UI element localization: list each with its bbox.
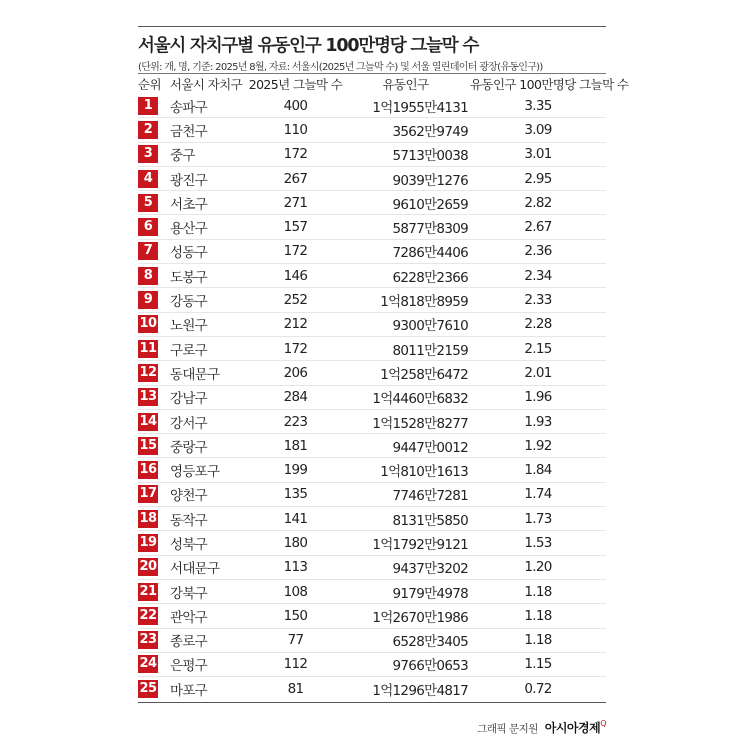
district-cell: 종로구 [164,628,248,652]
rank-badge: 23 [139,632,157,648]
rank-cell [138,385,164,409]
rank-cell [138,191,164,215]
district-cell: 동대문구 [164,361,248,385]
ratio-cell: 2.82 [470,191,606,215]
population-cell: 5877만8309 [343,215,470,239]
table-row [138,652,606,676]
district-cell: 강동구 [164,288,248,312]
rank-badge: 5 [138,194,158,212]
rank-badge: 11 [139,340,157,356]
graphic-credit: 그래픽 문지원 [477,723,538,735]
district-cell: 서초구 [164,191,248,215]
table-row [138,118,606,142]
bottom-rule [138,702,606,703]
header-population: 유동인구 [382,77,429,92]
rank-badge: 22 [139,607,157,623]
table-row [138,507,606,531]
header-ratio: 유동인구 100만명당 그늘막 수 [470,77,629,92]
brand-mark: Q [600,719,606,728]
table-row [138,191,606,215]
district-cell: 노원구 [164,312,248,336]
population-cell: 1억1296만4817 [372,682,468,699]
rank-cell [138,628,164,652]
district-cell: 서대문구 [164,555,248,579]
shades-cell: 110 [248,118,343,142]
rank-cell [138,677,164,701]
header-district: 서울시 자치구 [169,77,243,92]
rank-badge: 15 [139,437,157,453]
district-cell: 영등포구 [164,458,248,482]
population-cell: 9300만7610 [343,312,470,336]
ratio-cell: 2.01 [470,361,606,385]
shades-cell: 157 [248,215,343,239]
district-cell: 중랑구 [164,434,248,458]
population-cell: 1억4460만6832 [343,385,470,409]
ratio-cell: 1.18 [470,604,606,628]
rank-badge: 16 [139,462,157,478]
rank-cell [138,118,164,142]
ratio-cell: 1.74 [470,482,606,506]
district-cell: 관악구 [164,604,248,628]
rank-badge: 10 [139,316,157,332]
rank-badge: 7 [138,242,158,260]
ratio-cell: 1.92 [470,434,606,458]
table-row [138,579,606,603]
district-cell: 금천구 [164,118,248,142]
top-rule [138,26,606,27]
table-row [138,677,606,701]
rank-cell [138,555,164,579]
rank-cell [138,434,164,458]
table-body [138,94,606,700]
population-cell: 9437만3202 [343,555,470,579]
ratio-cell: 2.36 [470,239,606,263]
ratio-cell: 2.28 [470,312,606,336]
shades-cell: 112 [248,652,343,676]
district-cell: 송파구 [164,94,248,118]
ratio-cell: 1.15 [470,652,606,676]
ratio-cell: 0.72 [524,680,552,697]
shades-cell: 252 [248,288,343,312]
rank-badge: 2 [138,121,158,139]
district-cell: 강서구 [164,409,248,433]
ratio-cell: 1.18 [470,628,606,652]
rank-cell [138,361,164,385]
rank-cell [138,94,164,118]
rank-badge: 12 [139,364,157,380]
population-cell: 9610만2659 [343,191,470,215]
brand-logo: 아시아경제 [544,721,601,735]
table-row [138,239,606,263]
rank-badge: 19 [139,534,157,550]
ratio-cell: 2.34 [470,264,606,288]
rank-badge: 14 [139,413,157,429]
header-shades: 2025년 그늘막 수 [248,77,343,92]
population-cell: 1억810만1613 [343,458,470,482]
district-cell: 성북구 [164,531,248,555]
district-cell: 광진구 [164,166,248,190]
ratio-cell: 3.01 [470,142,606,166]
shades-cell: 150 [248,604,343,628]
district-cell: 성동구 [164,239,248,263]
table-row [138,312,606,336]
page-subtitle: (단위: 개, 명, 기준: 2025년 8월, 자료: 서울시(2025년 그늘막 수) 및 서울 열린데이터 광장(유동인구)) [138,62,543,73]
rank-badge: 21 [139,583,157,599]
ratio-cell: 1.96 [470,385,606,409]
population-cell: 6228만2366 [343,264,470,288]
population-cell: 1억1955만4131 [343,94,470,118]
ratio-cell: 2.67 [470,215,606,239]
rank-badge: 18 [139,510,157,526]
shades-cell: 141 [248,507,343,531]
rank-cell [138,239,164,263]
rank-cell [138,312,164,336]
population-cell: 7746만7281 [343,482,470,506]
ratio-cell: 3.35 [470,94,606,118]
shades-cell: 135 [248,482,343,506]
ratio-cell: 1.84 [470,458,606,482]
rank-cell [138,336,164,360]
shades-cell: 181 [248,434,343,458]
rank-badge: 4 [138,170,158,188]
district-cell: 용산구 [164,215,248,239]
table-row [138,482,606,506]
rank-cell [138,166,164,190]
shades-cell: 172 [248,142,343,166]
table-row [138,94,606,118]
rank-cell [138,288,164,312]
rank-cell [138,507,164,531]
rank-badge: 1 [138,97,158,115]
district-cell: 중구 [164,142,248,166]
shades-cell: 212 [248,312,343,336]
shades-cell: 146 [248,264,343,288]
ratio-cell: 1.73 [470,507,606,531]
shades-cell: 223 [248,409,343,433]
district-cell: 동작구 [164,507,248,531]
shades-cell: 172 [248,336,343,360]
shades-cell: 199 [248,458,343,482]
ratio-cell: 2.33 [470,288,606,312]
rank-badge: 6 [138,218,158,236]
table-row [138,385,606,409]
rank-cell [138,482,164,506]
shades-cell: 267 [248,166,343,190]
header-rank: 순위 [138,77,161,92]
table-row [138,555,606,579]
ratio-cell: 1.93 [470,409,606,433]
district-cell: 강남구 [164,385,248,409]
data-table [138,74,629,700]
rank-cell [138,142,164,166]
district-cell: 도봉구 [164,264,248,288]
rank-cell [138,458,164,482]
rank-badge: 8 [138,267,158,285]
rank-badge: 3 [138,145,158,163]
population-cell: 9447만0012 [343,434,470,458]
table-row [138,531,606,555]
rank-cell [138,264,164,288]
rank-badge: 17 [139,486,157,502]
population-cell: 9766만0653 [343,652,470,676]
district-cell: 마포구 [170,682,208,699]
page-title: 서울시 자치구별 유동인구 100만명당 그늘막 수 [138,36,479,56]
population-cell: 8011만2159 [343,336,470,360]
footer [477,719,606,736]
shades-cell: 108 [248,579,343,603]
table-row [138,336,606,360]
table-row [138,166,606,190]
ratio-cell: 2.95 [470,166,606,190]
rank-cell [138,531,164,555]
population-cell: 9179만4978 [343,579,470,603]
shades-cell: 180 [248,531,343,555]
population-cell: 1억258만6472 [343,361,470,385]
table-row [138,458,606,482]
table-row [138,604,606,628]
table-row [138,288,606,312]
table-row [138,434,606,458]
infographic [138,26,629,703]
table-row [138,409,606,433]
rank-badge: 13 [139,389,157,405]
district-cell: 구로구 [164,336,248,360]
rank-cell [138,215,164,239]
population-cell: 1억2670만1986 [343,604,470,628]
population-cell: 3562만9749 [343,118,470,142]
rank-badge: 20 [139,559,157,575]
rank-cell [138,409,164,433]
ratio-cell: 3.09 [470,118,606,142]
table-row [138,264,606,288]
rank-cell [138,579,164,603]
population-cell: 1억818만8959 [343,288,470,312]
population-cell: 1억1792만9121 [343,531,470,555]
ratio-cell: 1.18 [470,579,606,603]
population-cell: 1억1528만8277 [343,409,470,433]
shades-cell: 81 [287,680,304,697]
population-cell: 7286만4406 [343,239,470,263]
ratio-cell: 1.53 [470,531,606,555]
table-row [138,142,606,166]
rank-badge: 9 [138,291,158,309]
table-header-row [138,74,606,94]
population-cell: 8131만5850 [343,507,470,531]
table-row [138,361,606,385]
shades-cell: 172 [248,239,343,263]
rank-badge: 24 [139,656,157,672]
rank-cell [138,652,164,676]
ratio-cell: 2.15 [470,336,606,360]
population-cell: 9039만1276 [343,166,470,190]
shades-cell: 271 [248,191,343,215]
shades-cell: 113 [248,555,343,579]
population-cell: 6528만3405 [343,628,470,652]
shades-cell: 400 [248,94,343,118]
ratio-cell: 1.20 [470,555,606,579]
table-row [138,628,606,652]
rank-cell [138,604,164,628]
shades-cell: 206 [248,361,343,385]
district-cell: 강북구 [164,579,248,603]
rank-badge: 25 [139,680,157,696]
district-cell: 양천구 [164,482,248,506]
district-cell: 은평구 [164,652,248,676]
table-row [138,215,606,239]
shades-cell: 284 [248,385,343,409]
shades-cell: 77 [248,628,343,652]
population-cell: 5713만0038 [343,142,470,166]
